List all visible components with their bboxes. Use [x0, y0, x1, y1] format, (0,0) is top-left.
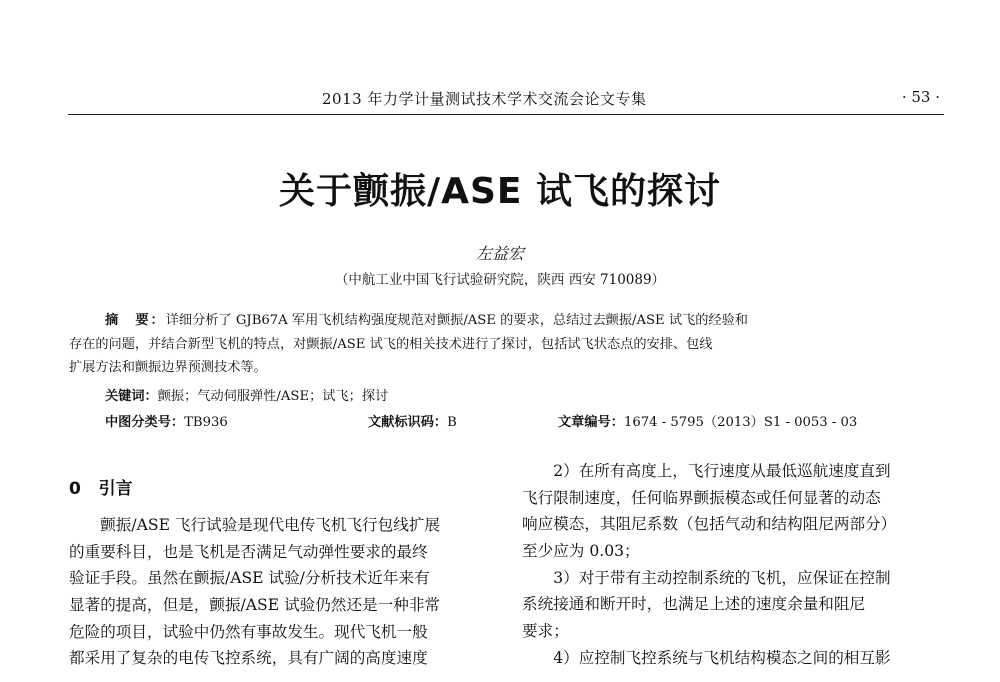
keywords-text: 颤振；气动伺服弹性/ASE；试飞；探讨: [157, 389, 389, 404]
paragraph-line: 2）在所有高度上，飞行速度从最低巡航速度直到: [522, 462, 891, 480]
paragraph-line: 显著的提高，但是，颤振/ASE 试验仍然还是一种非常: [69, 596, 441, 615]
paragraph-line: 颤振/ASE 飞行试验是现代电传飞机飞行包线扩展: [69, 516, 441, 534]
abstract: [69, 309, 944, 380]
paragraph-line: 验证手段。虽然在颤振/ASE 试验/分析技术近年来有: [69, 569, 430, 588]
article-number: 文章编号：1674 - 5795（2013）S1 - 0053 - 03: [558, 415, 858, 430]
paragraph-line: 要求；: [522, 622, 569, 641]
paragraph-line: 响应模态，其阻尼系数（包括气动和结构阻尼两部分）: [522, 515, 897, 534]
affiliation: （中航工业中国飞行试验研究院，陕西 西安 710089）: [334, 272, 666, 288]
section-number: 0: [69, 479, 81, 499]
abstract-line-2: 存在的问题，并结合新型飞机的特点，对颤振/ASE 试飞的相关技术进行了探讨，包括试飞状态点的安排、包线: [69, 336, 713, 352]
paragraph-line: 的重要科目，也是飞机是否满足气动弹性要求的最终: [69, 542, 428, 561]
paper-title: 关于颤振/ASE 试飞的探讨: [278, 171, 722, 212]
author: 左益宏: [475, 244, 524, 263]
paragraph-line: 至少应为 0.03；: [522, 542, 640, 561]
abstract-line-3: 扩展方法和颤振边界预测技术等。: [69, 360, 267, 376]
section-heading: [69, 474, 133, 499]
left-column: [69, 512, 489, 672]
paragraph-line: 危险的项目，试验中仍然有事故发生。现代飞机一般: [69, 622, 428, 641]
paragraph-line: 3）对于带有主动控制系统的飞机，应保证在控制: [522, 568, 891, 587]
abstract-label: 摘 要：: [105, 313, 166, 328]
page-number: · 53 ·: [901, 88, 940, 106]
keywords: [105, 385, 388, 404]
journal-title: 2013 年力学计量测试技术学术交流会论文专集: [322, 90, 647, 108]
abstract-line-1: 摘 要：详细分析了 GJB67A 军用飞机结构强度规范对颤振/ASE 的要求，总结过去颤振/ASE 试飞的经验和: [69, 309, 944, 333]
paragraph-line: 飞行限制速度，任何临界颤振模态或任何显著的动态: [522, 488, 881, 507]
paragraph-line: 系统接通和断开时，也满足上述的速度余量和阻尼: [522, 595, 866, 614]
document-code: 文献标识码：B: [368, 415, 457, 430]
right-column: [522, 458, 944, 672]
paragraph-line: 4）应控制飞控系统与飞机结构模态之间的相互影: [522, 648, 891, 667]
paragraph-line: 都采用了复杂的电传飞控系统，具有广阔的高度速度: [69, 649, 428, 668]
section-title: 引言: [98, 479, 133, 499]
running-header: [68, 84, 944, 115]
clc-number: 中图分类号：TB936: [105, 415, 228, 430]
keywords-label: 关键词：: [105, 389, 158, 404]
